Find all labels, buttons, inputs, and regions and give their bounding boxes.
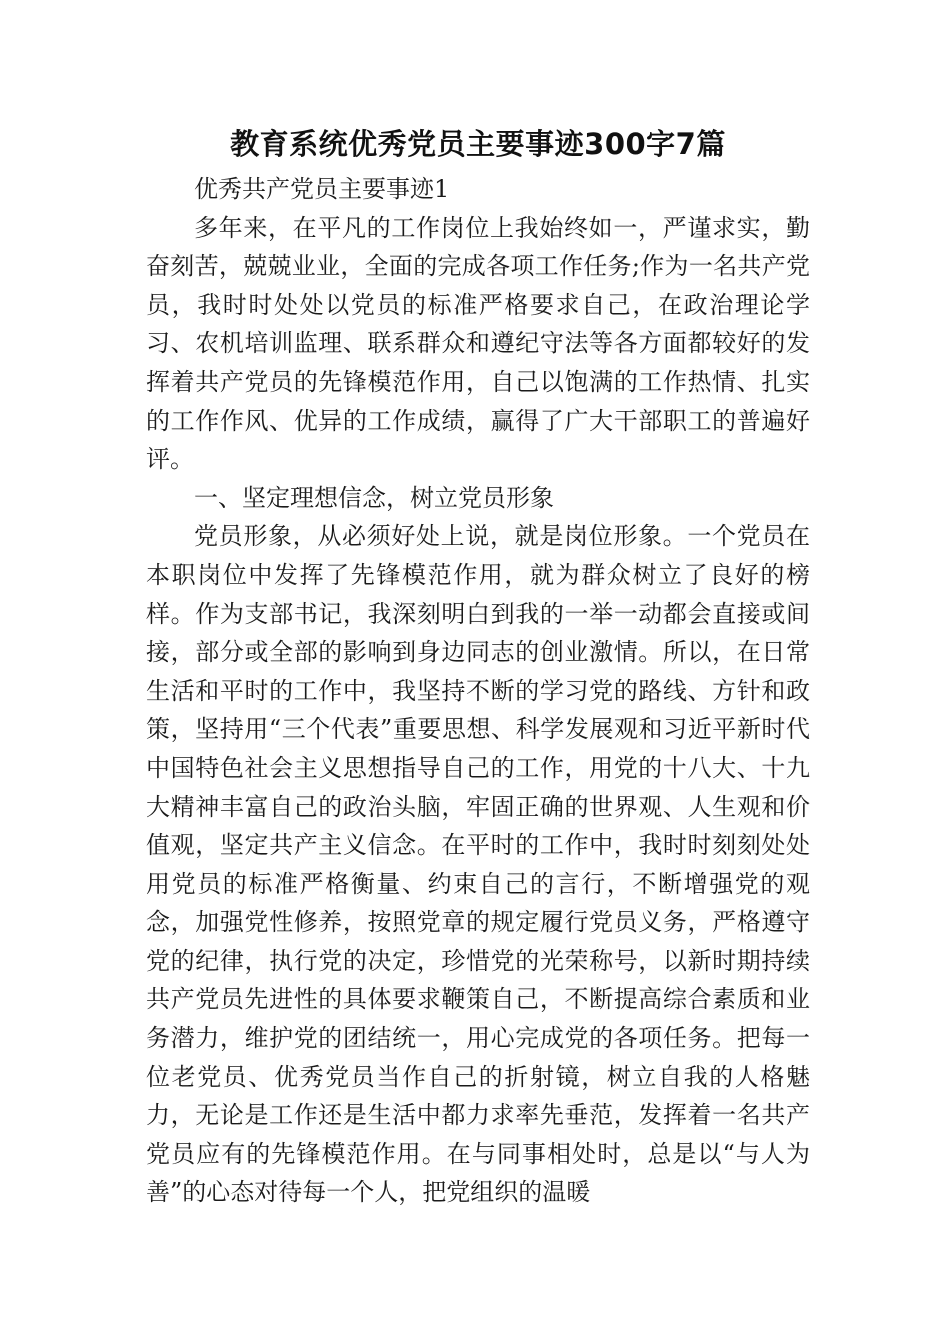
section-subtitle: 优秀共产党员主要事迹1: [194, 175, 450, 203]
paragraph-body: 党员形象，从必须好处上说，就是岗位形象。一个党员在本职岗位中发挥了先锋模范作用，就为群众树立了良好的榜样。作为支部书记，我深刻明白到我的一举一动都会直接或间接，部分或全部的影响到身边同志的创业激情。所以，在日常生活和平时的工作中，我坚持不断的学习党的路线、方针和政策，坚持用“三个代表”重要思想、科学发展观和习近平新时代中国特色社会主义思想指导自己的工作，用党的十八大、十九大精神丰富自己的政治头脑，牢固正确的世界观、人生观和价值观，坚定共产主义信念。在平时的工作中，我时时刻刻处处用党员的标准严格衡量、约束自己的言行，不断增强党的观念，加强党性修养，按照党章的规定履行党员义务，严格遵守党的纪律，执行党的决定，珍惜党的光荣称号，以新时期持续共产党员先进性的具体要求鞭策自己，不断提高综合素质和业务潜力，维护党的团结统一，用心完成党的各项任务。把每一位老党员、优秀党员当作自己的折射镜，树立自我的人格魅力，无论是工作还是生活中都力求率先垂范，发挥着一名共产党员应有的先锋模范作用。在与同事相处时，总是以“与人为善”的心态对待每一个人，把党组织的温暖: [146, 522, 810, 1207]
document-body: [146, 122, 810, 1212]
document-title: 教育系统优秀党员主要事迹300字7篇: [230, 127, 726, 161]
section-heading: 一、坚定理想信念，树立党员形象: [194, 483, 554, 512]
paragraph-intro: 多年来，在平凡的工作岗位上我始终如一，严谨求实，勤奋刻苦，兢兢业业，全面的完成各项工作任务;作为一名共产党员，我时时处处以党员的标准严格要求自己，在政治理论学习、农机培训监理、联系群众和遵纪守法等各方面都较好的发挥着共产党员的先锋模范作用，自己以饱满的工作热情、扎实的工作作风、优异的工作成绩，赢得了广大干部职工的普遍好评。: [146, 213, 810, 474]
